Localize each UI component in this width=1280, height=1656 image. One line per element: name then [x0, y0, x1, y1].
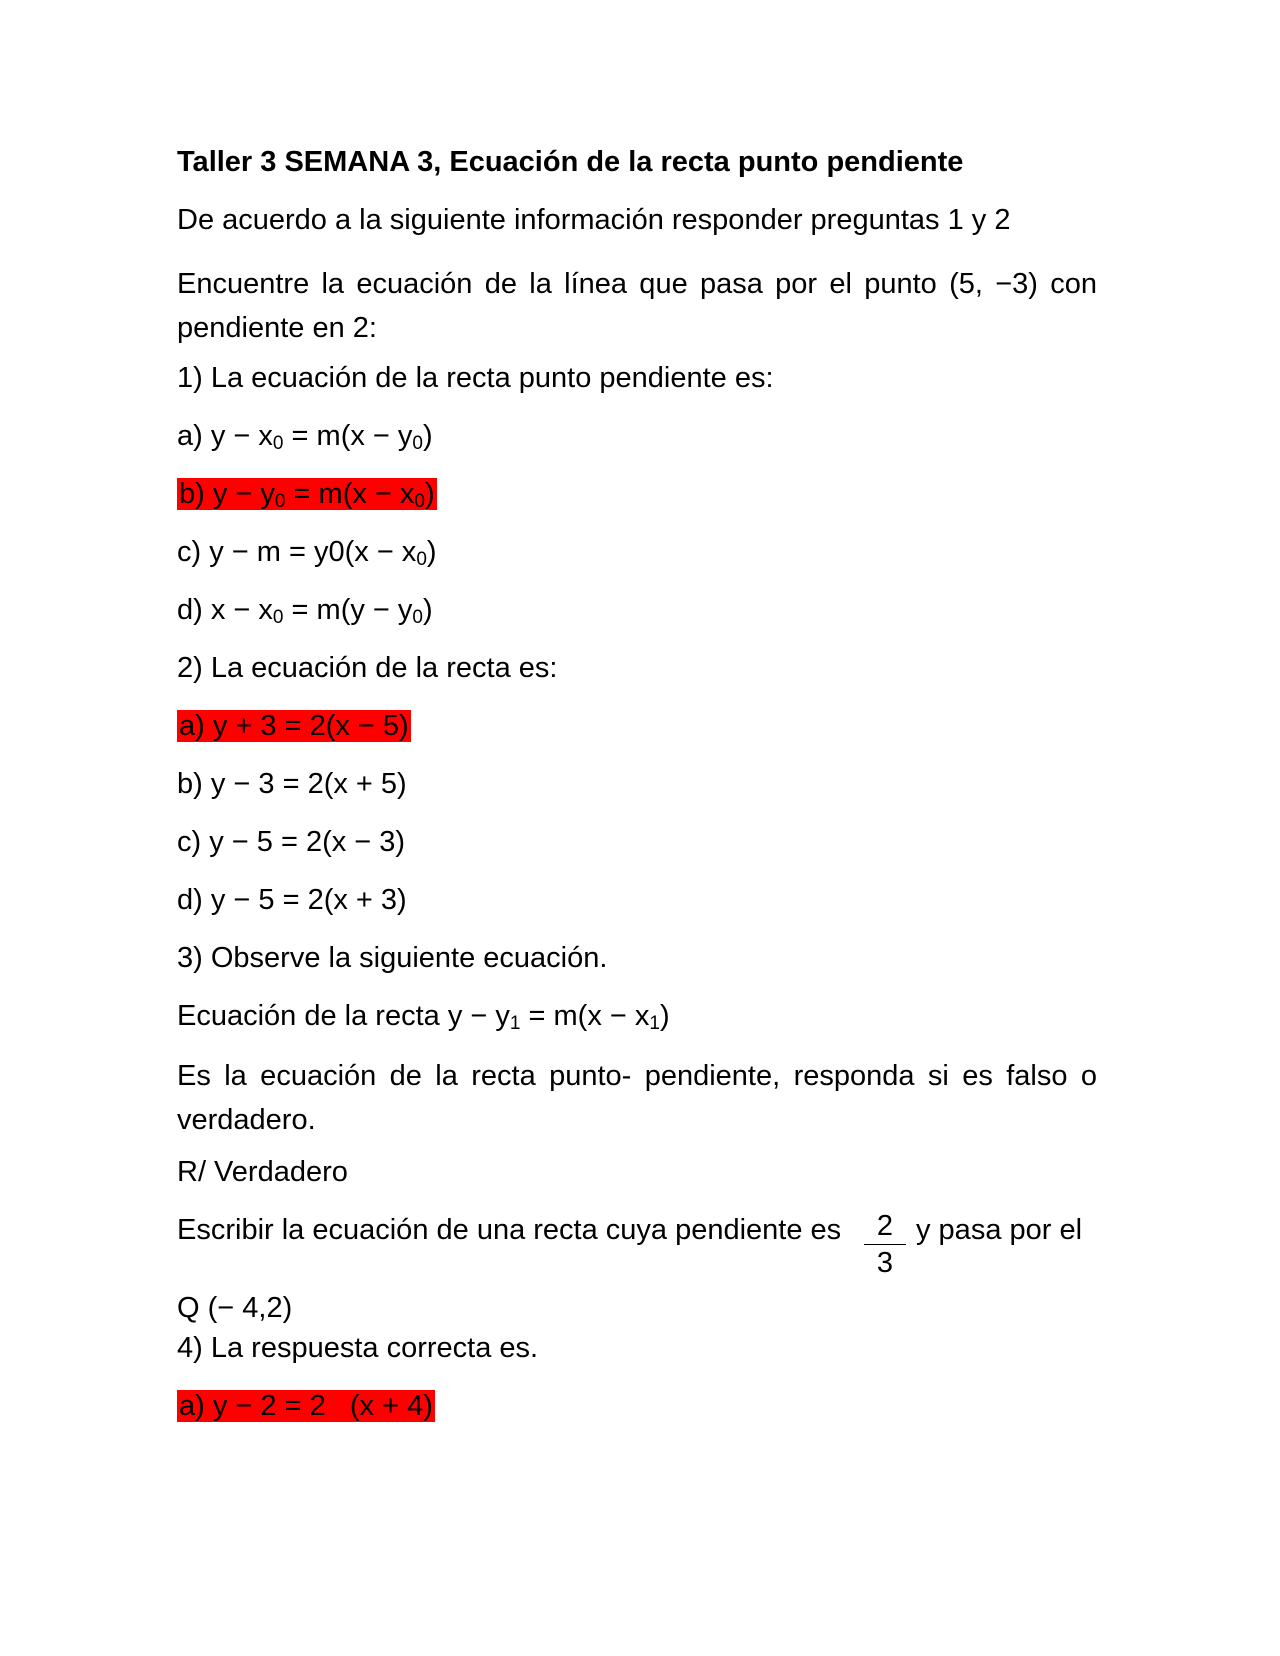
- slope-fraction: [862, 1208, 908, 1281]
- question-1-option-d: d) $x - x_0 = m(y - y_0)$: [177, 594, 433, 628]
- question-2-option-d: d) y − 5 = 2(x + 3): [177, 884, 407, 916]
- fraction-denominator: 3: [876, 1247, 894, 1279]
- question-3-answer: R/ Verdadero: [177, 1156, 348, 1188]
- answer-highlight: a) y + 3 = 2(x − 5): [179, 710, 409, 742]
- question-2-option-a-answer: [177, 708, 411, 744]
- question-2-option-c: c) y − 5 = 2(x − 3): [177, 826, 406, 858]
- question-2-option-b: b) y − 3 = 2(x + 5): [177, 768, 407, 800]
- answer-highlight: a) y − 2 = 2 (x + 4): [179, 1390, 433, 1422]
- question-1-option-c: c) $y - m = y0(x - x_0)$: [177, 536, 437, 570]
- answer-highlight: b) $y - y_0 = m(x - x_0)$: [179, 478, 435, 512]
- question-1-option-a: a) $y - x_0 = m(x - y_0)$: [177, 420, 433, 454]
- problem-text: Encuentre la ecuación de la línea que pasa por el punto (5, −3) con pendiente en 2:: [177, 268, 1097, 344]
- question-3-equation: Ecuación de la recta $y - y_1 = m(x - x_1)$: [177, 1000, 670, 1034]
- intro-text: De acuerdo a la siguiente información responder preguntas 1 y 2: [177, 204, 1011, 236]
- question-4-option-a-answer: [177, 1388, 435, 1424]
- fraction-numerator: 2: [876, 1210, 894, 1242]
- question-2-prompt: 2) La ecuación de la recta es:: [177, 652, 558, 684]
- question-1-prompt: 1) La ecuación de la recta punto pendiente es:: [177, 362, 774, 394]
- question-4-point: Q (− 4,2): [177, 1292, 293, 1324]
- question-4-prompt: 4) La respuesta correcta es.: [177, 1332, 539, 1364]
- question-4-tail: y pasa por el: [916, 1214, 1083, 1246]
- question-3-prompt: 3) Observe la siguiente ecuación.: [177, 942, 608, 974]
- question-1-option-b-answer: [177, 476, 437, 512]
- question-3-statement: Es la ecuación de la recta punto- pendiente, responda si es falso o verdadero.: [177, 1060, 1097, 1136]
- page-title: Taller 3 SEMANA 3, Ecuación de la recta punto pendiente: [177, 146, 964, 178]
- question-4-lead: Escribir la ecuación de una recta cuya pendiente es: [177, 1214, 842, 1246]
